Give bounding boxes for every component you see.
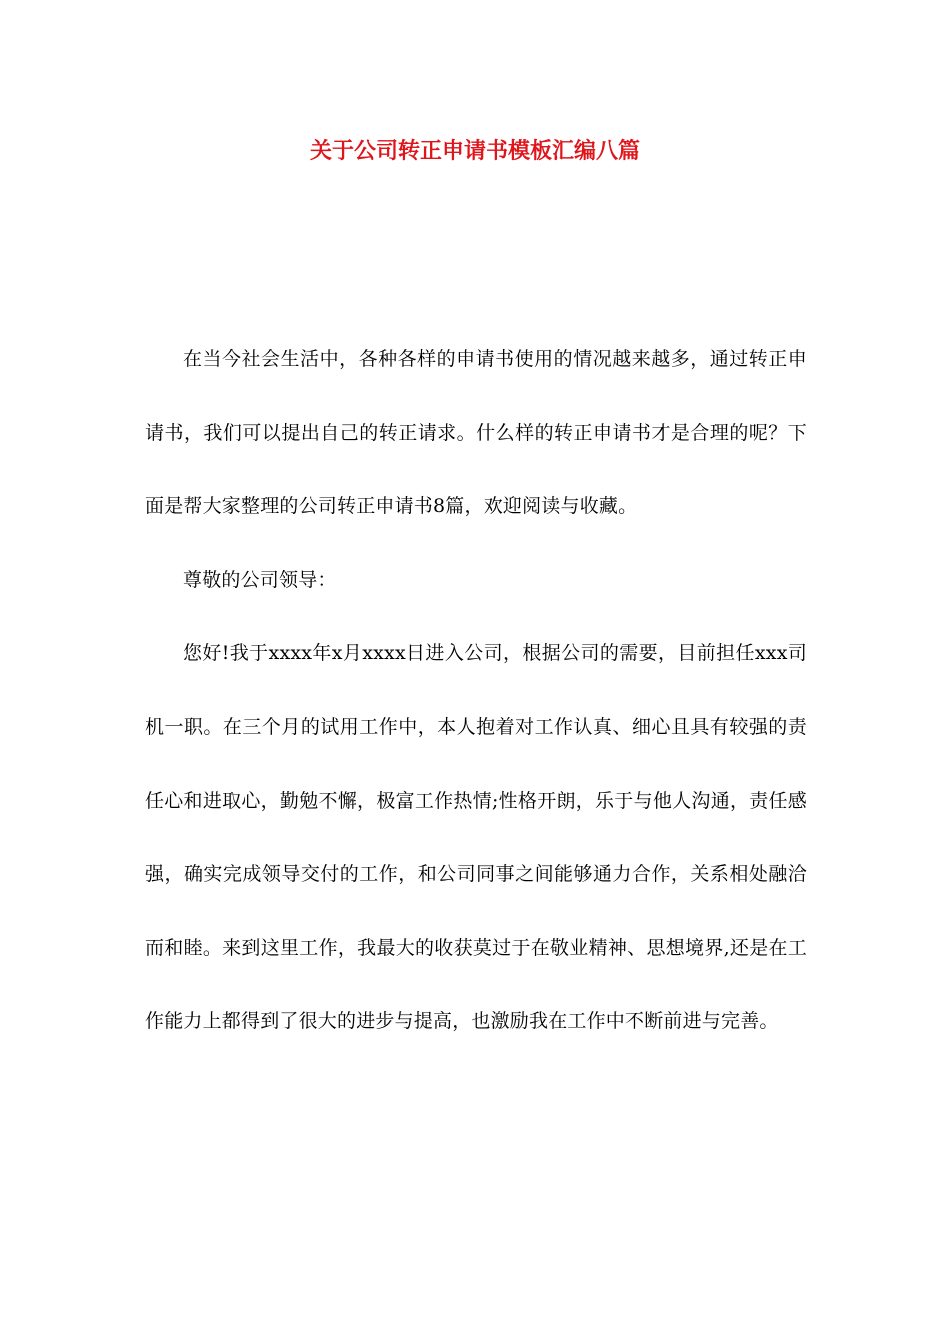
- salutation-paragraph: 尊敬的公司领导：: [183, 568, 337, 591]
- document-title: 关于公司转正申请书模板汇编八篇: [309, 139, 640, 164]
- document-body: [145, 323, 807, 1059]
- intro-paragraph: 在当今社会生活中，各种各样的申请书使用的情况越来越多，通过转正申请书，我们可以提出自己的转正请求。什么样的转正申请书才是合理的呢？下面是帮大家整理的公司转正申请书8篇，欢迎阅读与收藏。: [145, 348, 807, 518]
- letter-body-paragraph: 您好!我于xxxx年x月xxxx日进入公司，根据公司的需要，目前担任xxx司机一职。在三个月的试用工作中，本人抱着对工作认真、细心且具有较强的责任心和进取心，勤勉不懈，极富工作热情;性格开朗，乐于与他人沟通，责任感强，确实完成领导交付的工作，和公司同事之间能够通力合作，关系相处融洽而和睦。来到这里工作，我最大的收获莫过于在敬业精神、思想境界,还是在工作能力上都得到了很大的进步与提高，也激励我在工作中不断前进与完善。: [145, 642, 807, 1033]
